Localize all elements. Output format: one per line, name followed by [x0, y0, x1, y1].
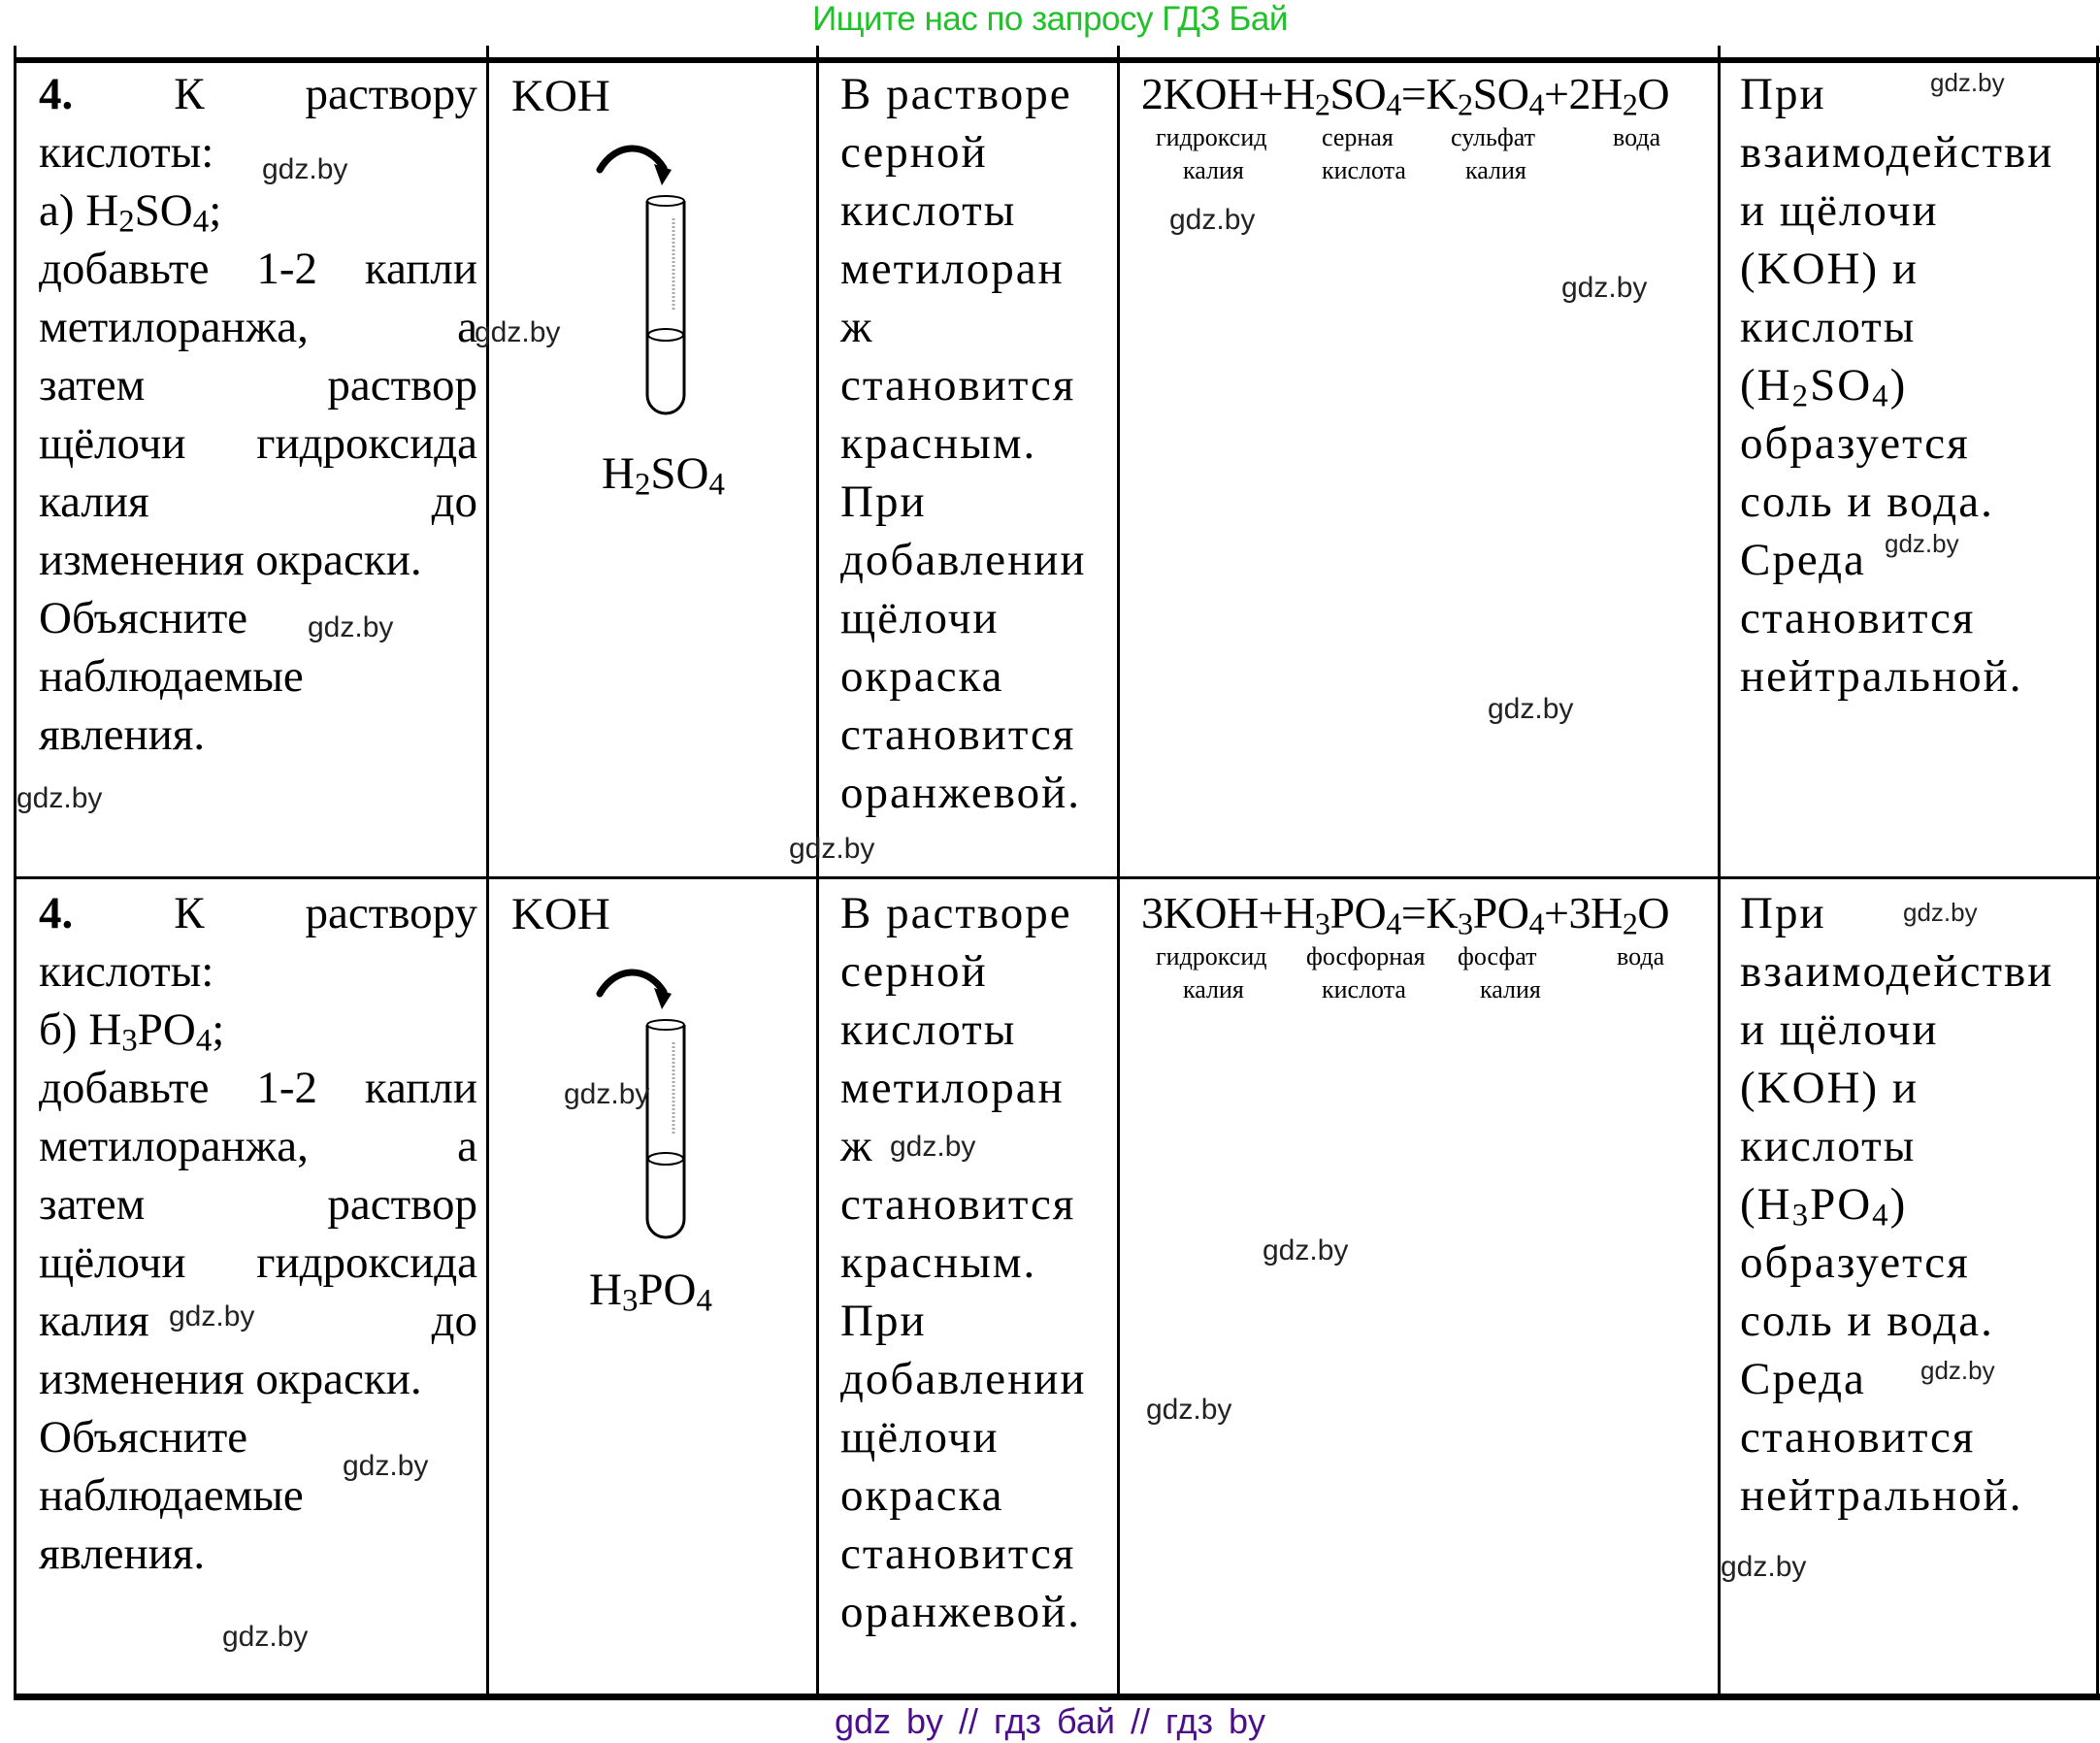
watermark: gdz.by	[1903, 898, 1978, 927]
row1-observation-cell	[840, 65, 1112, 822]
observation-line: становится	[840, 709, 1076, 760]
task-line-12: явления.	[39, 709, 206, 760]
watermark: gdz.by	[169, 1300, 255, 1332]
conclusion-line: и щёлочи	[1740, 185, 1939, 236]
observation-line: В растворе	[840, 888, 1072, 938]
observation-line: окраска	[840, 651, 1004, 702]
task-line-7: щёлочи гидроксида	[39, 418, 477, 469]
task-line-11: наблюдаемые	[39, 1470, 304, 1521]
conclusion-line: При	[1740, 888, 1826, 938]
task-line-1	[39, 884, 477, 942]
punct: ;	[209, 185, 222, 236]
watermark: gdz.by	[343, 1450, 429, 1482]
task-line-4: добавьте 1-2 капли	[39, 244, 477, 294]
row2-observation-cell	[840, 884, 1112, 1641]
row2-equation-cell	[1141, 886, 1714, 1008]
conclusion-line: образуется	[1740, 1237, 1970, 1288]
row1-conclusion-cell	[1740, 65, 2094, 706]
watermark: gdz.by	[1885, 529, 1959, 558]
task-item-label: б)	[39, 1004, 89, 1055]
task-line-3	[39, 181, 477, 240]
task-line-8: калия до	[39, 477, 477, 527]
task-line-8: калия до	[39, 1296, 477, 1346]
row2-conclusion-cell	[1740, 884, 2094, 1525]
task-line-9: изменения окраски.	[39, 535, 422, 585]
watermark: gdz.by	[222, 1621, 309, 1653]
task-number: 4.	[39, 69, 74, 119]
name-salt: сульфат	[1451, 123, 1535, 151]
observation-line: В растворе	[840, 69, 1072, 119]
name-base: калия	[1183, 156, 1244, 184]
test-tube-icon	[586, 141, 703, 422]
observation-line: становится	[840, 360, 1076, 411]
footer-links: gdz by // гдз бай // гдз by	[834, 1701, 1266, 1741]
watermark: gdz.by	[1263, 1234, 1349, 1266]
name-salt: калия	[1465, 156, 1526, 184]
reagent-koh: KOH	[511, 889, 610, 939]
watermark: gdz.by	[564, 1078, 650, 1110]
watermark: gdz.by	[1930, 68, 2005, 97]
watermark: gdz.by	[1561, 272, 1648, 304]
substance-names	[1141, 121, 1714, 189]
observation-line: становится	[840, 1529, 1076, 1579]
reagent-acid: $H_2SO_4$	[602, 448, 725, 503]
name-acid: кислота	[1322, 975, 1406, 1003]
conclusion-line: (KOH) и	[1740, 1063, 1920, 1113]
task-line-11: наблюдаемые	[39, 651, 304, 702]
watermark: gdz.by	[1146, 1394, 1232, 1426]
task-line-2: кислоты:	[39, 127, 214, 178]
observation-line: щёлочи	[840, 593, 1000, 643]
row-divider	[14, 876, 2100, 879]
watermark: gdz.by	[1721, 1551, 1807, 1583]
watermark: gdz.by	[16, 782, 103, 814]
col-border-right	[2096, 46, 2099, 1695]
observation-line: серной	[840, 127, 988, 178]
name-acid: фосфорная	[1306, 942, 1426, 970]
row1-task-cell	[39, 65, 477, 764]
conclusion-line: взаимодействи	[1740, 127, 2054, 178]
conclusion-line: становится	[1740, 1412, 1976, 1463]
acid-formula: $H_3PO_4$	[88, 1004, 213, 1059]
task-number: 4.	[39, 888, 74, 938]
name-water: вода	[1617, 942, 1665, 970]
reaction-equation: $2KOH+H_2SO_4=K_2SO_4+2H_2O$	[1141, 69, 1670, 122]
conclusion-line: соль и вода.	[1740, 477, 1994, 527]
conclusion-line: образуется	[1740, 418, 1970, 469]
task-word: К	[174, 69, 205, 119]
task-line-7: щёлочи гидроксида	[39, 1237, 477, 1288]
task-line-2: кислоты:	[39, 946, 214, 997]
watermark: gdz.by	[475, 316, 561, 348]
conclusion-line: (KOH) и	[1740, 244, 1920, 294]
watermark: gdz.by	[1169, 204, 1256, 236]
task-item-label: а)	[39, 185, 86, 236]
col-border-2	[816, 46, 819, 1695]
observation-line: кислоты	[840, 185, 1017, 236]
conclusion-line: кислоты	[1740, 1121, 1917, 1171]
conclusion-line: соль и вода.	[1740, 1296, 1994, 1346]
acid-formula: $H_2SO_4$	[85, 185, 210, 240]
task-line-6: затем раствор	[39, 1179, 477, 1230]
name-acid: серная	[1322, 123, 1394, 151]
table-top-border	[14, 57, 2100, 63]
task-line-12: явления.	[39, 1529, 206, 1579]
conclusion-line: и щёлочи	[1740, 1004, 1939, 1055]
name-acid: кислота	[1322, 156, 1406, 184]
observation-line: ж	[840, 1121, 874, 1171]
task-line-5: метилоранжа, а	[39, 1121, 477, 1171]
conclusion-line: При	[1740, 69, 1826, 119]
watermark: gdz.by	[308, 611, 394, 643]
task-word: раствору	[305, 69, 477, 119]
watermark: gdz.by	[789, 833, 875, 865]
reaction-equation: $3KOH+H_3PO_4=K_3PO_4+3H_2O$	[1141, 888, 1670, 941]
name-base: гидроксид	[1156, 123, 1267, 151]
row1-equation-cell	[1141, 67, 1714, 189]
observation-line: оранжевой.	[840, 1587, 1082, 1637]
punct: ;	[212, 1004, 225, 1055]
task-line-6: затем раствор	[39, 360, 477, 411]
watermark: gdz.by	[262, 153, 348, 185]
name-water: вода	[1613, 123, 1661, 151]
watermark: gdz.by	[890, 1131, 976, 1163]
task-word: К	[174, 888, 205, 938]
name-base: калия	[1183, 975, 1244, 1003]
conclusion-line: Среда	[1740, 535, 1866, 585]
task-line-10: Объясните	[39, 1412, 248, 1463]
watermark: gdz.by	[1488, 693, 1574, 725]
conclusion-line: взаимодействи	[1740, 946, 2054, 997]
observation-line: добавлении	[840, 1354, 1087, 1404]
task-line-9: изменения окраски.	[39, 1354, 422, 1404]
substance-names	[1141, 940, 1714, 1008]
observation-line: ж	[840, 302, 874, 352]
conclusion-line: кислоты	[1740, 302, 1917, 352]
col-border-4	[1718, 46, 1721, 1695]
observation-line: красным.	[840, 418, 1037, 469]
observation-line: становится	[840, 1179, 1076, 1230]
name-salt: калия	[1480, 975, 1541, 1003]
task-line-3	[39, 1001, 477, 1059]
task-word: раствору	[305, 888, 477, 938]
watermark: gdz.by	[1920, 1356, 1995, 1385]
observation-line: щёлочи	[840, 1412, 1000, 1463]
observation-line: красным.	[840, 1237, 1037, 1288]
observation-line: метилоран	[840, 244, 1065, 294]
conclusion-line: Среда	[1740, 1354, 1866, 1404]
row2-reagent-cell	[489, 879, 816, 1693]
observation-line: добавлении	[840, 535, 1087, 585]
answer-table	[14, 57, 2100, 1699]
conclusion-line: нейтральной.	[1740, 651, 2023, 702]
task-line-5: метилоранжа, а	[39, 302, 477, 352]
observation-line: серной	[840, 946, 988, 997]
observation-line: окраска	[840, 1470, 1004, 1521]
table-bottom-border	[14, 1694, 2100, 1700]
observation-line: метилоран	[840, 1063, 1065, 1113]
conclusion-line: нейтральной.	[1740, 1470, 2023, 1521]
col-border-left	[14, 46, 16, 1695]
name-base: гидроксид	[1156, 942, 1267, 970]
task-line-4: добавьте 1-2 капли	[39, 1063, 477, 1113]
name-salt: фосфат	[1458, 942, 1537, 970]
conclusion-line: становится	[1740, 593, 1976, 643]
task-line-10: Объясните	[39, 593, 248, 643]
observation-line: кислоты	[840, 1004, 1017, 1055]
search-banner: Ищите нас по запросу ГДЗ Бай	[812, 0, 1288, 38]
task-line-1	[39, 65, 477, 123]
observation-line: оранжевой.	[840, 768, 1082, 818]
reagent-acid: $H_3PO_4$	[589, 1265, 712, 1319]
observation-line: При	[840, 477, 927, 527]
row1-reagent-cell	[489, 63, 816, 876]
reagent-koh: KOH	[511, 71, 610, 121]
conclusion-acid: $(H_3PO_4)$	[1740, 1179, 1908, 1233]
col-border-3	[1117, 46, 1120, 1695]
observation-line: При	[840, 1296, 927, 1346]
conclusion-acid: $(H_2SO_4)$	[1740, 360, 1908, 414]
